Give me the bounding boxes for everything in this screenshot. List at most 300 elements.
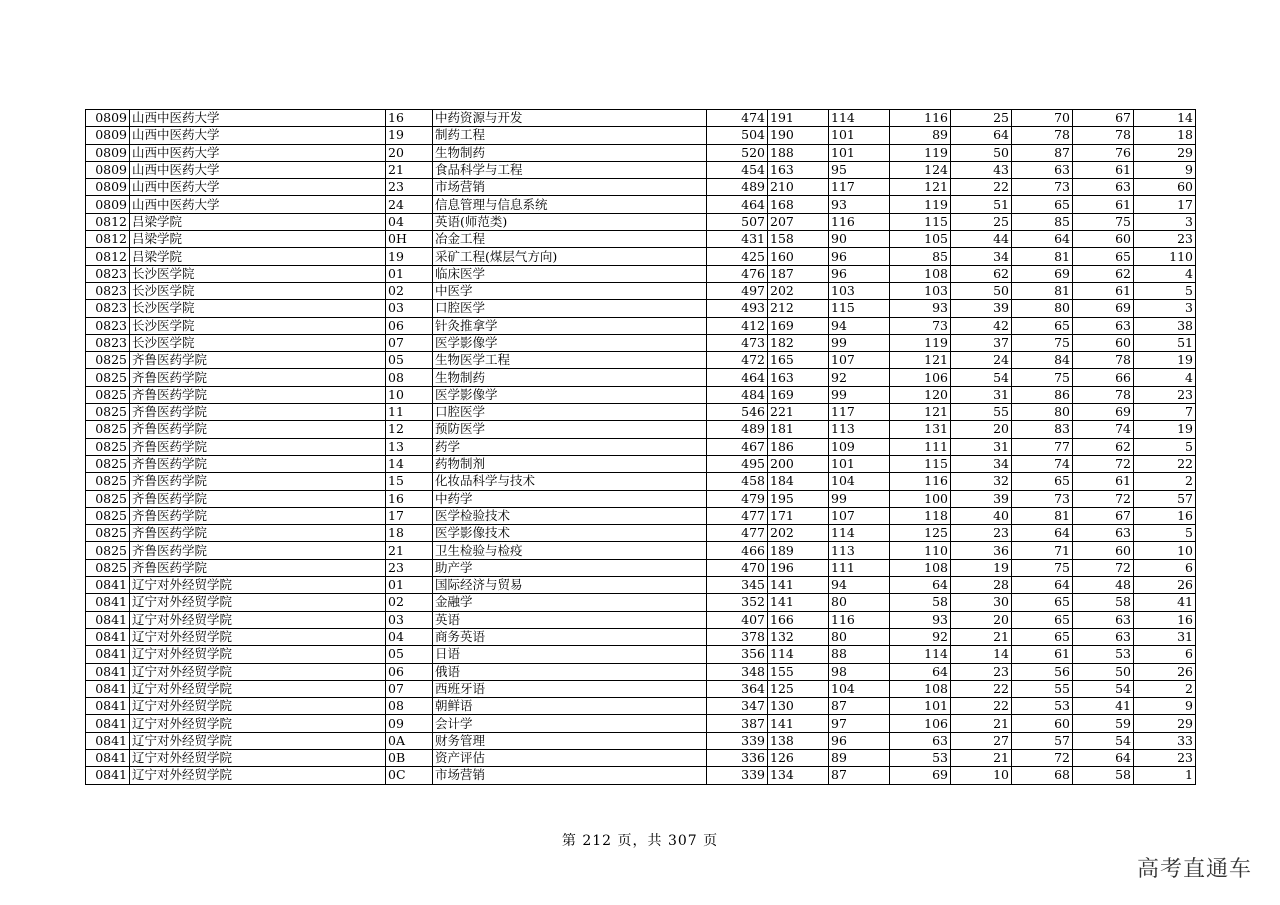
score-a-cell: 182 bbox=[768, 334, 829, 351]
score-total-cell: 479 bbox=[707, 490, 768, 507]
score-g-cell: 9 bbox=[1134, 698, 1196, 715]
table-row bbox=[86, 144, 1196, 161]
score-e-cell: 65 bbox=[1012, 611, 1073, 628]
score-d-cell: 37 bbox=[951, 334, 1012, 351]
table-row bbox=[86, 680, 1196, 697]
score-g-cell: 6 bbox=[1134, 646, 1196, 663]
score-e-cell: 64 bbox=[1012, 577, 1073, 594]
score-g-cell: 9 bbox=[1134, 161, 1196, 178]
school-name-cell: 长沙医学院 bbox=[130, 334, 386, 351]
score-e-cell: 75 bbox=[1012, 334, 1073, 351]
score-f-cell: 72 bbox=[1073, 490, 1134, 507]
score-d-cell: 22 bbox=[951, 179, 1012, 196]
score-d-cell: 28 bbox=[951, 577, 1012, 594]
score-f-cell: 64 bbox=[1073, 749, 1134, 766]
score-a-cell: 186 bbox=[768, 438, 829, 455]
school-name-cell: 辽宁对外经贸学院 bbox=[130, 646, 386, 663]
score-c-cell: 121 bbox=[890, 179, 951, 196]
score-d-cell: 20 bbox=[951, 611, 1012, 628]
score-g-cell: 4 bbox=[1134, 265, 1196, 282]
major-name-cell: 英语(师范类) bbox=[433, 213, 707, 230]
score-g-cell: 7 bbox=[1134, 404, 1196, 421]
score-b-cell: 90 bbox=[829, 231, 890, 248]
score-g-cell: 23 bbox=[1134, 231, 1196, 248]
major-code-cell: 0C bbox=[386, 767, 433, 784]
score-e-cell: 65 bbox=[1012, 196, 1073, 213]
score-f-cell: 61 bbox=[1073, 282, 1134, 299]
major-code-cell: 11 bbox=[386, 404, 433, 421]
major-code-cell: 07 bbox=[386, 334, 433, 351]
score-c-cell: 116 bbox=[890, 110, 951, 127]
score-c-cell: 124 bbox=[890, 161, 951, 178]
school-code-cell: 0825 bbox=[86, 473, 130, 490]
score-f-cell: 66 bbox=[1073, 369, 1134, 386]
score-g-cell: 57 bbox=[1134, 490, 1196, 507]
score-a-cell: 126 bbox=[768, 749, 829, 766]
score-c-cell: 105 bbox=[890, 231, 951, 248]
major-code-cell: 24 bbox=[386, 196, 433, 213]
major-code-cell: 07 bbox=[386, 680, 433, 697]
school-code-cell: 0812 bbox=[86, 213, 130, 230]
major-name-cell: 针灸推拿学 bbox=[433, 317, 707, 334]
school-name-cell: 山西中医药大学 bbox=[130, 161, 386, 178]
score-d-cell: 32 bbox=[951, 473, 1012, 490]
score-total-cell: 472 bbox=[707, 352, 768, 369]
school-code-cell: 0841 bbox=[86, 594, 130, 611]
school-code-cell: 0809 bbox=[86, 110, 130, 127]
score-total-cell: 407 bbox=[707, 611, 768, 628]
major-code-cell: 04 bbox=[386, 628, 433, 645]
score-b-cell: 113 bbox=[829, 542, 890, 559]
score-b-cell: 89 bbox=[829, 749, 890, 766]
score-b-cell: 103 bbox=[829, 282, 890, 299]
major-code-cell: 02 bbox=[386, 282, 433, 299]
score-f-cell: 72 bbox=[1073, 559, 1134, 576]
major-name-cell: 朝鲜语 bbox=[433, 698, 707, 715]
school-name-cell: 辽宁对外经贸学院 bbox=[130, 594, 386, 611]
score-total-cell: 507 bbox=[707, 213, 768, 230]
table-row bbox=[86, 646, 1196, 663]
table-row bbox=[86, 715, 1196, 732]
major-code-cell: 10 bbox=[386, 386, 433, 403]
major-code-cell: 23 bbox=[386, 559, 433, 576]
score-a-cell: 210 bbox=[768, 179, 829, 196]
score-total-cell: 476 bbox=[707, 265, 768, 282]
admission-scores-table bbox=[85, 109, 1196, 785]
score-g-cell: 51 bbox=[1134, 334, 1196, 351]
score-b-cell: 87 bbox=[829, 767, 890, 784]
score-f-cell: 59 bbox=[1073, 715, 1134, 732]
score-g-cell: 29 bbox=[1134, 144, 1196, 161]
major-code-cell: 08 bbox=[386, 698, 433, 715]
table-row bbox=[86, 577, 1196, 594]
score-b-cell: 109 bbox=[829, 438, 890, 455]
score-c-cell: 114 bbox=[890, 646, 951, 663]
score-d-cell: 10 bbox=[951, 767, 1012, 784]
score-a-cell: 132 bbox=[768, 628, 829, 645]
score-e-cell: 87 bbox=[1012, 144, 1073, 161]
score-g-cell: 33 bbox=[1134, 732, 1196, 749]
table-row bbox=[86, 698, 1196, 715]
major-code-cell: 21 bbox=[386, 542, 433, 559]
score-d-cell: 50 bbox=[951, 282, 1012, 299]
score-b-cell: 96 bbox=[829, 732, 890, 749]
school-name-cell: 齐鲁医药学院 bbox=[130, 455, 386, 472]
score-c-cell: 125 bbox=[890, 525, 951, 542]
major-name-cell: 预防医学 bbox=[433, 421, 707, 438]
score-a-cell: 221 bbox=[768, 404, 829, 421]
table-row bbox=[86, 663, 1196, 680]
score-e-cell: 72 bbox=[1012, 749, 1073, 766]
score-g-cell: 1 bbox=[1134, 767, 1196, 784]
score-d-cell: 62 bbox=[951, 265, 1012, 282]
score-total-cell: 497 bbox=[707, 282, 768, 299]
major-code-cell: 04 bbox=[386, 213, 433, 230]
score-b-cell: 115 bbox=[829, 300, 890, 317]
school-name-cell: 山西中医药大学 bbox=[130, 179, 386, 196]
score-f-cell: 58 bbox=[1073, 594, 1134, 611]
major-name-cell: 医学影像学 bbox=[433, 334, 707, 351]
major-name-cell: 助产学 bbox=[433, 559, 707, 576]
score-f-cell: 62 bbox=[1073, 438, 1134, 455]
score-f-cell: 50 bbox=[1073, 663, 1134, 680]
major-name-cell: 财务管理 bbox=[433, 732, 707, 749]
school-code-cell: 0809 bbox=[86, 179, 130, 196]
score-b-cell: 99 bbox=[829, 386, 890, 403]
score-total-cell: 378 bbox=[707, 628, 768, 645]
score-f-cell: 78 bbox=[1073, 386, 1134, 403]
school-code-cell: 0825 bbox=[86, 404, 130, 421]
score-b-cell: 94 bbox=[829, 577, 890, 594]
score-g-cell: 23 bbox=[1134, 386, 1196, 403]
school-code-cell: 0841 bbox=[86, 715, 130, 732]
school-name-cell: 辽宁对外经贸学院 bbox=[130, 680, 386, 697]
score-f-cell: 61 bbox=[1073, 161, 1134, 178]
score-c-cell: 85 bbox=[890, 248, 951, 265]
school-code-cell: 0825 bbox=[86, 490, 130, 507]
score-d-cell: 50 bbox=[951, 144, 1012, 161]
school-name-cell: 齐鲁医药学院 bbox=[130, 542, 386, 559]
table-row bbox=[86, 611, 1196, 628]
score-b-cell: 114 bbox=[829, 525, 890, 542]
table-row bbox=[86, 559, 1196, 576]
major-name-cell: 食品科学与工程 bbox=[433, 161, 707, 178]
score-g-cell: 29 bbox=[1134, 715, 1196, 732]
score-c-cell: 108 bbox=[890, 559, 951, 576]
score-c-cell: 93 bbox=[890, 611, 951, 628]
score-c-cell: 58 bbox=[890, 594, 951, 611]
score-g-cell: 16 bbox=[1134, 611, 1196, 628]
score-d-cell: 23 bbox=[951, 663, 1012, 680]
score-c-cell: 89 bbox=[890, 127, 951, 144]
major-name-cell: 生物制药 bbox=[433, 369, 707, 386]
score-a-cell: 158 bbox=[768, 231, 829, 248]
score-c-cell: 108 bbox=[890, 265, 951, 282]
score-a-cell: 187 bbox=[768, 265, 829, 282]
score-a-cell: 141 bbox=[768, 577, 829, 594]
score-e-cell: 73 bbox=[1012, 179, 1073, 196]
school-code-cell: 0825 bbox=[86, 352, 130, 369]
school-code-cell: 0809 bbox=[86, 161, 130, 178]
score-e-cell: 55 bbox=[1012, 680, 1073, 697]
score-d-cell: 22 bbox=[951, 698, 1012, 715]
major-name-cell: 口腔医学 bbox=[433, 404, 707, 421]
school-code-cell: 0825 bbox=[86, 386, 130, 403]
table-row bbox=[86, 594, 1196, 611]
score-total-cell: 431 bbox=[707, 231, 768, 248]
school-name-cell: 山西中医药大学 bbox=[130, 196, 386, 213]
score-total-cell: 454 bbox=[707, 161, 768, 178]
major-code-cell: 02 bbox=[386, 594, 433, 611]
score-a-cell: 191 bbox=[768, 110, 829, 127]
score-a-cell: 130 bbox=[768, 698, 829, 715]
score-b-cell: 117 bbox=[829, 404, 890, 421]
table-row bbox=[86, 300, 1196, 317]
score-total-cell: 466 bbox=[707, 542, 768, 559]
score-total-cell: 339 bbox=[707, 732, 768, 749]
table-row bbox=[86, 386, 1196, 403]
score-total-cell: 336 bbox=[707, 749, 768, 766]
score-e-cell: 68 bbox=[1012, 767, 1073, 784]
score-d-cell: 39 bbox=[951, 490, 1012, 507]
school-code-cell: 0841 bbox=[86, 749, 130, 766]
score-total-cell: 495 bbox=[707, 455, 768, 472]
score-a-cell: 189 bbox=[768, 542, 829, 559]
school-code-cell: 0823 bbox=[86, 282, 130, 299]
school-name-cell: 山西中医药大学 bbox=[130, 127, 386, 144]
major-code-cell: 18 bbox=[386, 525, 433, 542]
score-d-cell: 19 bbox=[951, 559, 1012, 576]
score-a-cell: 141 bbox=[768, 594, 829, 611]
school-name-cell: 吕梁学院 bbox=[130, 231, 386, 248]
score-total-cell: 364 bbox=[707, 680, 768, 697]
score-e-cell: 53 bbox=[1012, 698, 1073, 715]
score-b-cell: 116 bbox=[829, 611, 890, 628]
score-c-cell: 119 bbox=[890, 334, 951, 351]
score-f-cell: 65 bbox=[1073, 248, 1134, 265]
page-footer: 第 212 页，共 307 页 bbox=[561, 833, 719, 849]
score-a-cell: 188 bbox=[768, 144, 829, 161]
score-c-cell: 121 bbox=[890, 352, 951, 369]
watermark: 高考直通车 bbox=[1136, 857, 1252, 882]
school-name-cell: 吕梁学院 bbox=[130, 213, 386, 230]
score-e-cell: 57 bbox=[1012, 732, 1073, 749]
score-b-cell: 107 bbox=[829, 507, 890, 524]
major-code-cell: 08 bbox=[386, 369, 433, 386]
school-code-cell: 0809 bbox=[86, 127, 130, 144]
score-g-cell: 38 bbox=[1134, 317, 1196, 334]
score-c-cell: 93 bbox=[890, 300, 951, 317]
score-a-cell: 166 bbox=[768, 611, 829, 628]
score-e-cell: 77 bbox=[1012, 438, 1073, 455]
score-total-cell: 412 bbox=[707, 317, 768, 334]
score-b-cell: 101 bbox=[829, 144, 890, 161]
school-code-cell: 0809 bbox=[86, 144, 130, 161]
school-code-cell: 0841 bbox=[86, 611, 130, 628]
score-f-cell: 76 bbox=[1073, 144, 1134, 161]
score-g-cell: 3 bbox=[1134, 300, 1196, 317]
score-c-cell: 119 bbox=[890, 196, 951, 213]
score-total-cell: 425 bbox=[707, 248, 768, 265]
score-d-cell: 54 bbox=[951, 369, 1012, 386]
school-code-cell: 0823 bbox=[86, 334, 130, 351]
major-code-cell: 15 bbox=[386, 473, 433, 490]
score-total-cell: 387 bbox=[707, 715, 768, 732]
major-code-cell: 01 bbox=[386, 265, 433, 282]
table-row bbox=[86, 455, 1196, 472]
score-e-cell: 56 bbox=[1012, 663, 1073, 680]
score-b-cell: 99 bbox=[829, 490, 890, 507]
table-row bbox=[86, 490, 1196, 507]
score-a-cell: 169 bbox=[768, 386, 829, 403]
major-name-cell: 英语 bbox=[433, 611, 707, 628]
school-code-cell: 0825 bbox=[86, 525, 130, 542]
score-d-cell: 44 bbox=[951, 231, 1012, 248]
score-b-cell: 95 bbox=[829, 161, 890, 178]
major-code-cell: 12 bbox=[386, 421, 433, 438]
score-e-cell: 65 bbox=[1012, 317, 1073, 334]
score-f-cell: 63 bbox=[1073, 628, 1134, 645]
major-code-cell: 05 bbox=[386, 352, 433, 369]
score-d-cell: 34 bbox=[951, 248, 1012, 265]
score-e-cell: 81 bbox=[1012, 248, 1073, 265]
score-c-cell: 115 bbox=[890, 213, 951, 230]
score-total-cell: 345 bbox=[707, 577, 768, 594]
major-name-cell: 金融学 bbox=[433, 594, 707, 611]
score-b-cell: 80 bbox=[829, 594, 890, 611]
score-total-cell: 474 bbox=[707, 110, 768, 127]
score-d-cell: 43 bbox=[951, 161, 1012, 178]
score-total-cell: 464 bbox=[707, 196, 768, 213]
score-d-cell: 27 bbox=[951, 732, 1012, 749]
school-code-cell: 0841 bbox=[86, 698, 130, 715]
score-b-cell: 101 bbox=[829, 127, 890, 144]
score-g-cell: 2 bbox=[1134, 473, 1196, 490]
school-code-cell: 0809 bbox=[86, 196, 130, 213]
score-b-cell: 116 bbox=[829, 213, 890, 230]
score-d-cell: 22 bbox=[951, 680, 1012, 697]
school-name-cell: 长沙医学院 bbox=[130, 317, 386, 334]
table-row bbox=[86, 542, 1196, 559]
table-row bbox=[86, 161, 1196, 178]
score-g-cell: 2 bbox=[1134, 680, 1196, 697]
score-d-cell: 55 bbox=[951, 404, 1012, 421]
major-code-cell: 17 bbox=[386, 507, 433, 524]
score-f-cell: 74 bbox=[1073, 421, 1134, 438]
major-name-cell: 药物制剂 bbox=[433, 455, 707, 472]
major-name-cell: 制药工程 bbox=[433, 127, 707, 144]
score-b-cell: 111 bbox=[829, 559, 890, 576]
score-c-cell: 120 bbox=[890, 386, 951, 403]
school-code-cell: 0841 bbox=[86, 646, 130, 663]
school-code-cell: 0825 bbox=[86, 438, 130, 455]
score-total-cell: 484 bbox=[707, 386, 768, 403]
score-e-cell: 69 bbox=[1012, 265, 1073, 282]
score-e-cell: 65 bbox=[1012, 628, 1073, 645]
school-name-cell: 长沙医学院 bbox=[130, 300, 386, 317]
score-c-cell: 108 bbox=[890, 680, 951, 697]
score-total-cell: 347 bbox=[707, 698, 768, 715]
major-name-cell: 会计学 bbox=[433, 715, 707, 732]
score-a-cell: 195 bbox=[768, 490, 829, 507]
table-row bbox=[86, 507, 1196, 524]
score-a-cell: 212 bbox=[768, 300, 829, 317]
score-d-cell: 36 bbox=[951, 542, 1012, 559]
school-name-cell: 长沙医学院 bbox=[130, 265, 386, 282]
score-b-cell: 80 bbox=[829, 628, 890, 645]
school-name-cell: 吕梁学院 bbox=[130, 248, 386, 265]
score-e-cell: 64 bbox=[1012, 231, 1073, 248]
score-total-cell: 477 bbox=[707, 525, 768, 542]
major-name-cell: 市场营销 bbox=[433, 767, 707, 784]
score-b-cell: 88 bbox=[829, 646, 890, 663]
score-c-cell: 131 bbox=[890, 421, 951, 438]
school-name-cell: 辽宁对外经贸学院 bbox=[130, 732, 386, 749]
score-d-cell: 34 bbox=[951, 455, 1012, 472]
score-b-cell: 87 bbox=[829, 698, 890, 715]
major-name-cell: 日语 bbox=[433, 646, 707, 663]
school-name-cell: 山西中医药大学 bbox=[130, 110, 386, 127]
major-code-cell: 01 bbox=[386, 577, 433, 594]
score-e-cell: 81 bbox=[1012, 282, 1073, 299]
score-e-cell: 86 bbox=[1012, 386, 1073, 403]
score-g-cell: 60 bbox=[1134, 179, 1196, 196]
score-c-cell: 101 bbox=[890, 698, 951, 715]
score-total-cell: 470 bbox=[707, 559, 768, 576]
major-name-cell: 卫生检验与检疫 bbox=[433, 542, 707, 559]
table-row bbox=[86, 404, 1196, 421]
score-g-cell: 3 bbox=[1134, 213, 1196, 230]
score-a-cell: 207 bbox=[768, 213, 829, 230]
major-code-cell: 05 bbox=[386, 646, 433, 663]
score-e-cell: 65 bbox=[1012, 594, 1073, 611]
score-c-cell: 119 bbox=[890, 144, 951, 161]
table-row bbox=[86, 196, 1196, 213]
score-b-cell: 104 bbox=[829, 473, 890, 490]
school-name-cell: 齐鲁医药学院 bbox=[130, 421, 386, 438]
school-code-cell: 0841 bbox=[86, 628, 130, 645]
score-c-cell: 106 bbox=[890, 369, 951, 386]
score-d-cell: 25 bbox=[951, 110, 1012, 127]
score-total-cell: 520 bbox=[707, 144, 768, 161]
school-code-cell: 0825 bbox=[86, 542, 130, 559]
table-row bbox=[86, 369, 1196, 386]
score-d-cell: 21 bbox=[951, 715, 1012, 732]
score-a-cell: 184 bbox=[768, 473, 829, 490]
score-c-cell: 63 bbox=[890, 732, 951, 749]
school-name-cell: 齐鲁医药学院 bbox=[130, 369, 386, 386]
table-row bbox=[86, 231, 1196, 248]
major-code-cell: 0H bbox=[386, 231, 433, 248]
score-d-cell: 23 bbox=[951, 525, 1012, 542]
table-row bbox=[86, 127, 1196, 144]
score-f-cell: 41 bbox=[1073, 698, 1134, 715]
score-e-cell: 61 bbox=[1012, 646, 1073, 663]
score-a-cell: 190 bbox=[768, 127, 829, 144]
major-code-cell: 21 bbox=[386, 161, 433, 178]
score-total-cell: 352 bbox=[707, 594, 768, 611]
table-row bbox=[86, 438, 1196, 455]
school-code-cell: 0823 bbox=[86, 317, 130, 334]
school-name-cell: 辽宁对外经贸学院 bbox=[130, 611, 386, 628]
score-total-cell: 356 bbox=[707, 646, 768, 663]
major-code-cell: 16 bbox=[386, 110, 433, 127]
school-name-cell: 山西中医药大学 bbox=[130, 144, 386, 161]
major-name-cell: 俄语 bbox=[433, 663, 707, 680]
score-b-cell: 93 bbox=[829, 196, 890, 213]
score-c-cell: 103 bbox=[890, 282, 951, 299]
score-g-cell: 6 bbox=[1134, 559, 1196, 576]
